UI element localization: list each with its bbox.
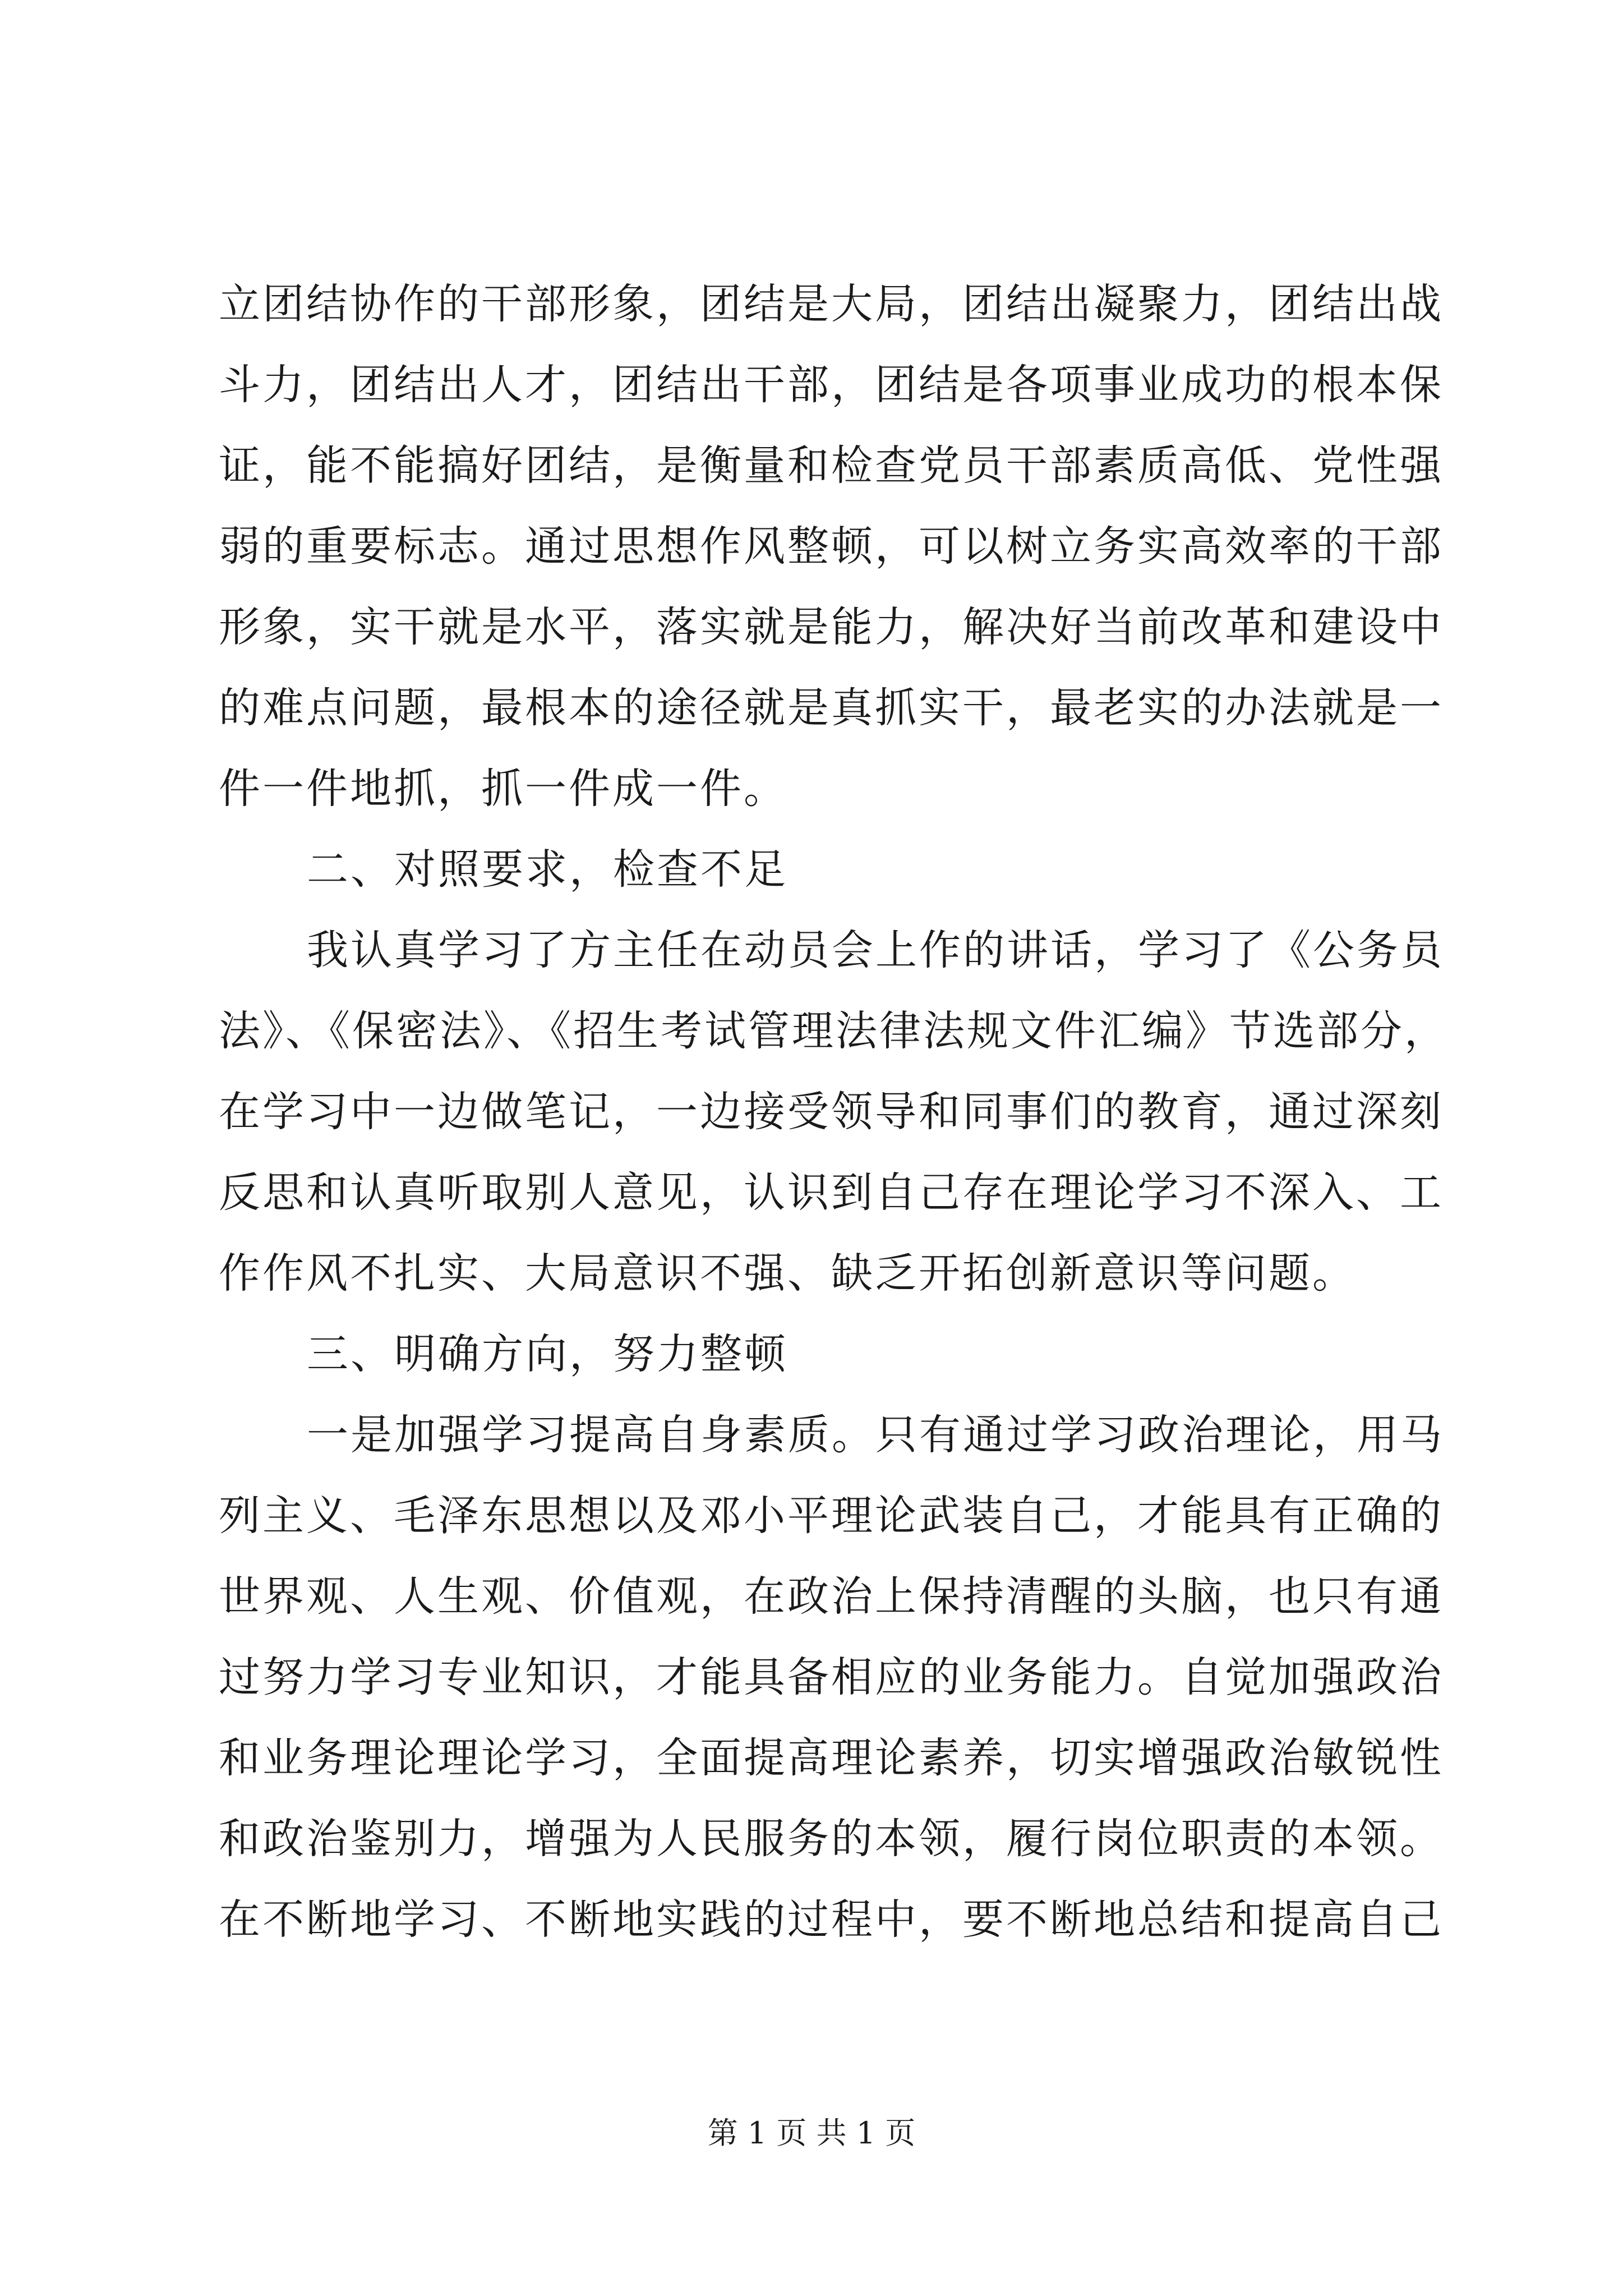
text-line: 形象，实干就是水平，落实就是能力，解决好当前改革和建设中 <box>219 603 1444 651</box>
text-line: 证，能不能搞好团结，是衡量和检查党员干部素质高低、党性强 <box>219 441 1444 490</box>
paragraph-start-line: 一是加强学习提高自身素质。只有通过学习政治理论，用马 <box>307 1411 1444 1459</box>
text-line: 反思和认真听取别人意见，认识到自己存在理论学习不深入、工 <box>219 1168 1444 1217</box>
text-line: 在不断地学习、不断地实践的过程中，要不断地总结和提高自己 <box>219 1895 1444 1944</box>
page-footer <box>0 2109 1623 2152</box>
text-line: 的难点问题，最根本的途径就是真抓实干，最老实的办法就是一 <box>219 684 1444 732</box>
text-line: 和业务理论理论学习，全面提高理论素养，切实增强政治敏锐性 <box>219 1734 1444 1782</box>
text-line: 立团结协作的干部形象，团结是大局，团结出凝聚力，团结出战 <box>219 280 1444 328</box>
text-line: 列主义、毛泽东思想以及邓小平理论武装自己，才能具有正确的 <box>219 1492 1444 1540</box>
document-body <box>219 264 1448 1960</box>
text-line: 世界观、人生观、价值观，在政治上保持清醒的头脑，也只有通 <box>219 1572 1444 1621</box>
paragraph-start-line: 我认真学习了方主任在动员会上作的讲话，学习了《公务员 <box>307 926 1444 974</box>
page-number-label: 第 1 页 共 1 页 <box>707 2115 916 2151</box>
text-line: 斗力，团结出人才，团结出干部，团结是各项事业成功的根本保 <box>219 361 1444 409</box>
text-line: 件一件地抓，抓一件成一件。 <box>219 765 787 813</box>
text-line: 作作风不扎实、大局意识不强、缺乏开拓创新意识等问题。 <box>219 1249 1356 1297</box>
text-line: 在学习中一边做笔记，一边接受领导和同事们的教育，通过深刻 <box>219 1088 1444 1136</box>
text-line: 过努力学习专业知识，才能具备相应的业务能力。自觉加强政治 <box>219 1653 1444 1701</box>
text-line: 弱的重要标志。通过思想作风整顿，可以树立务实高效率的干部 <box>219 522 1444 570</box>
section-heading: 三、明确方向，努力整顿 <box>307 1330 788 1378</box>
text-line: 法》、《保密法》、《招生考试管理法律法规文件汇编》节选部分， <box>219 1007 1448 1055</box>
text-line: 和政治鉴别力，增强为人民服务的本领，履行岗位职责的本领。 <box>219 1815 1444 1863</box>
section-heading: 二、对照要求，检查不足 <box>307 845 788 894</box>
